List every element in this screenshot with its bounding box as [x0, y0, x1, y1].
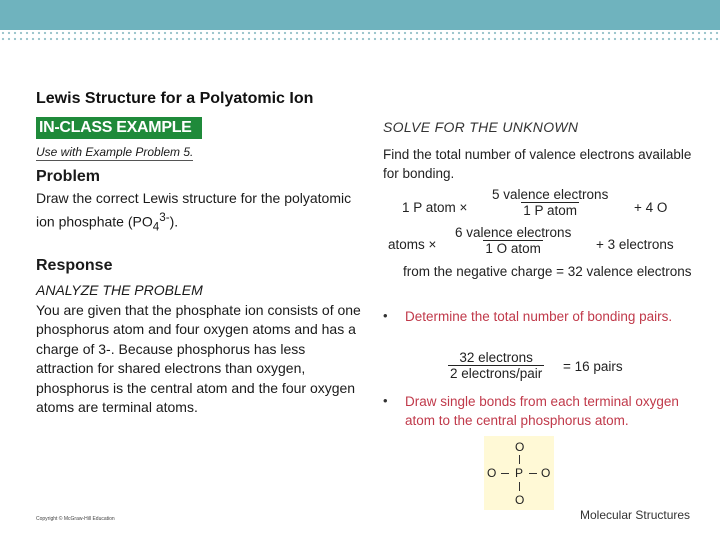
problem-subscript: 4	[152, 220, 160, 234]
eq1-fraction	[490, 187, 610, 218]
eq3-text: from the negative charge = 32 valence electrons	[403, 264, 692, 279]
response-heading: Response	[36, 257, 113, 274]
eq1-tail: + 4 O	[634, 200, 668, 215]
eq2-fraction	[453, 225, 573, 256]
eq4-denominator: 2 electrons/pair	[450, 366, 543, 381]
lewis-bond-left	[501, 473, 509, 474]
lewis-bond-right	[529, 473, 537, 474]
bullet-2-text: Draw single bonds from each terminal oxygen atom to the central phosphorus atom.	[405, 394, 679, 428]
bullet-2-dot: •	[383, 393, 388, 408]
response-text	[36, 281, 366, 418]
lewis-oxygen-left: O	[487, 466, 497, 480]
solve-intro: Find the total number of valence electrons available for bonding.	[383, 147, 692, 181]
footer-topic: Molecular Structures	[580, 508, 691, 522]
problem-superscript: 3-	[159, 211, 170, 224]
header-bar	[0, 0, 720, 30]
problem-text-main: Draw the correct Lewis structure for the polyatomic ion phosphate (PO	[36, 190, 352, 230]
eq4-numerator: 32 electrons	[459, 350, 533, 365]
lewis-phosphorus-center: P	[515, 466, 524, 480]
problem-heading: Problem	[36, 168, 101, 185]
eq2-denominator: 1 O atom	[485, 241, 541, 256]
problem-text	[36, 189, 356, 236]
lewis-oxygen-top: O	[515, 440, 525, 454]
slide-title: Lewis Structure for a Polyatomic Ion	[36, 90, 314, 107]
eq2-lead: atoms ×	[388, 237, 437, 252]
eq4-tail: = 16 pairs	[563, 359, 623, 374]
eq1-lead: 1 P atom ×	[402, 200, 468, 215]
header-dot-pattern	[0, 30, 720, 42]
lewis-structure-diagram	[484, 436, 554, 510]
lewis-bond-bottom	[519, 482, 520, 491]
eq1-numerator: 5 valence electrons	[492, 187, 609, 202]
lewis-oxygen-right: O	[541, 466, 551, 480]
eq1-denominator: 1 P atom	[523, 203, 578, 218]
analyze-label: ANALYZE THE PROBLEM	[36, 282, 203, 298]
lewis-oxygen-bottom: O	[515, 493, 525, 507]
use-with-link[interactable]: Use with Example Problem 5.	[36, 145, 194, 159]
problem-text-end: ).	[169, 213, 179, 230]
bullet-1-dot: •	[383, 308, 388, 323]
eq4-fraction	[448, 350, 544, 381]
eq2-numerator: 6 valence electrons	[455, 225, 572, 240]
solve-heading: SOLVE FOR THE UNKNOWN	[383, 119, 579, 135]
in-class-example-badge: IN-CLASS EXAMPLE	[36, 117, 202, 139]
bullet-1-text: Determine the total number of bonding pairs.	[405, 309, 673, 324]
eq2-tail: + 3 electrons	[596, 237, 674, 252]
response-body: You are given that the phosphate ion consists of one phosphorus atom and four oxygen atoms and has a charge of 3-. Because phosphorus has less attraction for shared electrons than oxygen, phosphorus is the central atom and the four oxygen atoms are terminal atoms.	[36, 301, 361, 415]
lewis-bond-top	[519, 455, 520, 464]
footer-copyright: Copyright © McGraw-Hill Education	[36, 516, 115, 522]
